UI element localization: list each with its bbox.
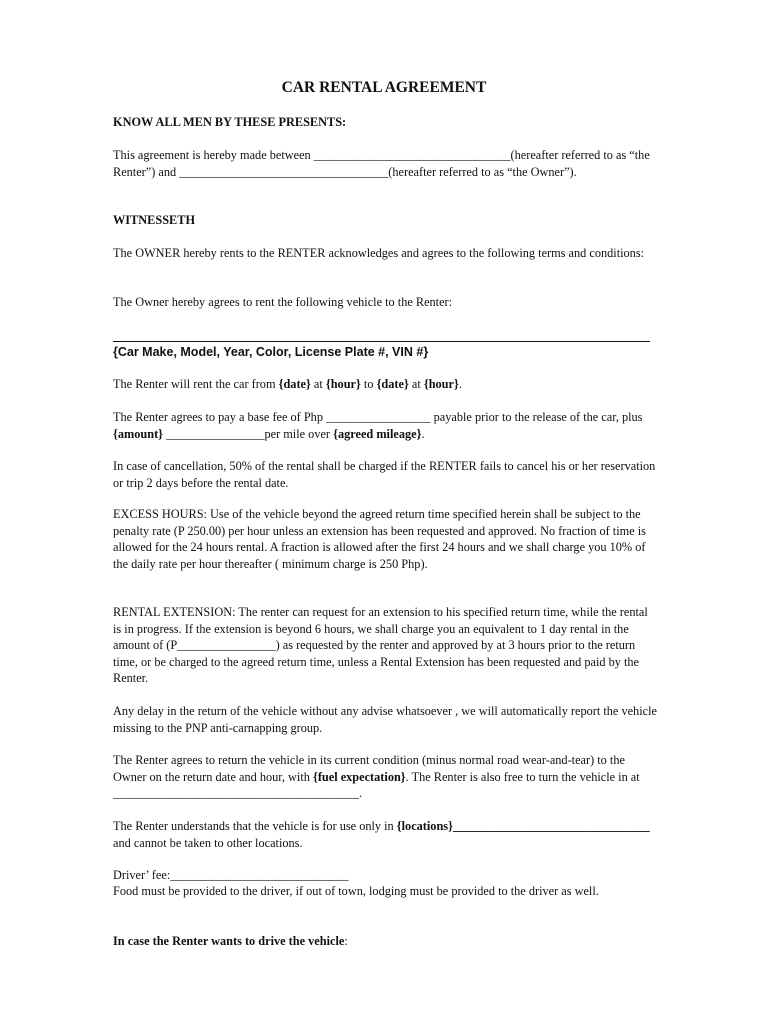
return-vehicle-paragraph: The Renter agrees to return the vehicle in its current condition (minus normal road wear-and-tear) to the Owner on the return date and hour, with {fuel expectation}. The Renter is also free to turn the vehicle in at ________________________________________. bbox=[113, 753, 640, 800]
owner-agrees-paragraph: The Owner hereby agrees to rent the following vehicle to the Renter: bbox=[113, 295, 453, 309]
witnesseth-heading: WITNESSETH bbox=[113, 213, 196, 227]
document-title: CAR RENTAL AGREEMENT bbox=[281, 79, 487, 96]
vehicle-caption: {Car Make, Model, Year, Color, License Plate #, VIN #} bbox=[113, 345, 429, 359]
base-fee-paragraph: The Renter agrees to pay a base fee of Php _________________ payable prior to the release of the car, plus {amount} ________________per mile over {agreed mileage}. bbox=[113, 410, 643, 441]
know-all-heading: KNOW ALL MEN BY THESE PRESENTS: bbox=[113, 115, 347, 129]
food-paragraph: Food must be provided to the driver, if out of town, lodging must be provided to the driver as well. bbox=[113, 884, 599, 898]
owner-rents-paragraph: The OWNER hereby rents to the RENTER acknowledges and agrees to the following terms and conditions: bbox=[113, 246, 645, 260]
cancellation-paragraph: In case of cancellation, 50% of the rental shall be charged if the RENTER fails to cancel his or her reservation or trip 2 days before the rental date. bbox=[113, 459, 656, 490]
parties-paragraph: This agreement is hereby made between ________________________________(hereafter referred to as “the Renter”) and __________________________________(hereafter referred to as “the Owner”). bbox=[113, 148, 650, 179]
excess-hours-paragraph: EXCESS HOURS: Use of the vehicle beyond the agreed return time specified herein shall be subject to the penalty rate (P 250.00) per hour unless an extension has been requested and approved. No fraction of time is allowed for the 24 hours rental. A fraction is allowed after the first 24 hours and we shall charge you 10% of the daily rate per hour thereafter ( minimum charge is 250 Php). bbox=[113, 507, 646, 571]
rental-extension-paragraph: RENTAL EXTENSION: The renter can request for an extension to his specified return time, while the rental is in progress. If the extension is beyond 6 hours, we shall charge you an equivalent to 1 day rental in the amount of (P________________) as requested by the renter and approved by at 3 hours prior to the return time, or be charged to the agreed return time, unless a Rental Extension has been requested and paid by the Renter. bbox=[113, 605, 648, 685]
rent-dates-paragraph: The Renter will rent the car from {date} at {hour} to {date} at {hour}. bbox=[113, 377, 462, 391]
locations-paragraph: The Renter understands that the vehicle is for use only in {locations}________________________________ and cannot be taken to other locations. bbox=[113, 819, 650, 850]
delay-paragraph: Any delay in the return of the vehicle without any advise whatsoever , we will automatically report the vehicle missing to the PNP anti-carnapping group. bbox=[113, 704, 657, 735]
vehicle-blank-line bbox=[113, 341, 650, 342]
drive-vehicle-heading: In case the Renter wants to drive the vehicle: bbox=[113, 934, 348, 948]
driver-fee-line: Driver’ fee:_____________________________ bbox=[113, 868, 349, 882]
